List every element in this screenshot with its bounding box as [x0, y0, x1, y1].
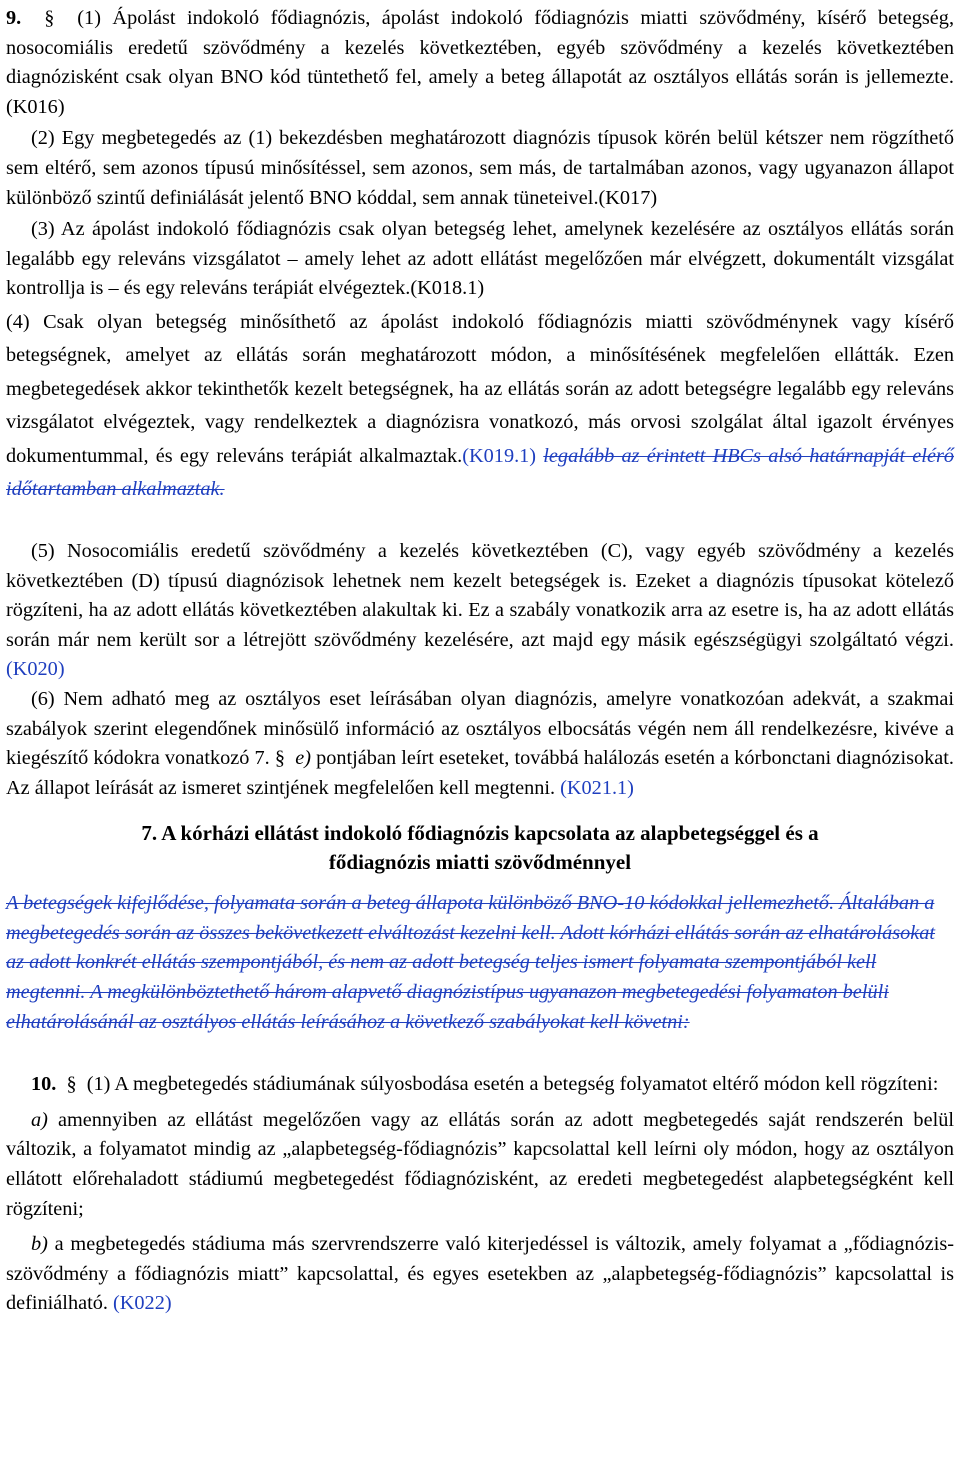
- point-b-text: a megbetegedés stádiuma más szervrendszerre való kiterjedéssel is változik, amely folyamat a „fődiagnózis-szövődmény a fődiagnózis miatt” kapcsolattal, és egyes esetekben az „alapbetegség-fődiagnózis” kapcsolattal is definiálható.: [6, 1233, 954, 1315]
- s9-para-4: [6, 306, 954, 507]
- section-7-heading: [36, 819, 924, 877]
- s9-p4-text: (4) Csak olyan betegség minősíthető az ápolást indokoló fődiagnózis miatti szövődménynek vagy kísérő betegségnek, amelyet az ellátás során meghatározott módon, a minősítésének megfelelően ellátták. Ezen megbetegedések akkor tekinthetők kezelt betegségnek, ha az ellátás során az adott betegségre legalább egy releváns vizsgálatot elvégeztek, vagy rendelkeztek a diagnózisra vonatkozó, más orvosi szolgálat által igazolt érvényes dokumentummal, és egy releváns terápiát alkalmaztak.: [6, 310, 954, 467]
- section-7-heading-line-2: fődiagnózis miatti szövődménnyel: [328, 850, 632, 875]
- ref-k021-1: (K021.1): [560, 776, 634, 799]
- ref-k017: (K017): [598, 186, 658, 209]
- section-7-heading-line-1: 7. A kórházi ellátást indokoló fődiagnózis kapcsolata az alapbetegséggel és a: [141, 821, 819, 846]
- s10-point-b: [6, 1230, 954, 1319]
- deleted-paragraph: A betegségek kifejlődése, folyamata során a beteg állapota különböző BNO-10 kódokkal jellemezhető. Általában a megbetegedés során az összes bekövetkezett elváltozást kezelni kell. Adott kórházi ellátás során az elhatárolásokat az adott konkrét ellátás szempontjából, és nem az adott betegség teljes ismert folyamata szempontjából kell megtenni. A megkülönböztethető három alapvető diagnózistípus ugyanazon megbetegedési folyamaton belüli elhatárolásánál az osztályos ellátás leírásához a következő szabályokat kell követni:: [6, 892, 936, 1033]
- ref-k019-1: (K019.1): [462, 444, 537, 467]
- s9-p2-text: (2) Egy megbetegedés az (1) bekezdésben meghatározott diagnózis típusok körén belül kétszer nem rögzíthető sem eltérő, sem azonos típusú minősítéssel, sem azonos, sem más, de tartalmában azonos, vagy ugyanazon állapot különböző szintű definiálását jelentő BNO kóddal, sem annak tüneteivel.: [6, 127, 954, 209]
- s9-p6-section-symbol: §: [274, 747, 285, 770]
- s9-p6-point-e: e): [295, 747, 311, 770]
- s9-p6-text-b: pontjában leírt eseteket, továbbá halálozás esetén a kórbonctani diagnózisokat. Az állapot leírását az ismeret szintjének megfelelően kell megtenni.: [6, 747, 954, 799]
- point-a-text: amennyiben az ellátást megelőzően vagy az ellátás során az adott megbetegedés saját rendszerén belül változik, a folyamatot mindig az „alapbetegség-fődiagnózis” kapcsolattal kell leírni oly módon, hogy az osztályon ellátott előrehaladott stádiumú megbetegedést fődiagnózisként, az eredeti megbetegedést alapbetegségként kell rögzíteni;: [6, 1108, 954, 1220]
- s9-para-5: [6, 537, 954, 685]
- deleted-text-hbcs: legalább az érintett HBCs alsó határnapját elérő időtartamban alkalmaztak.: [6, 444, 954, 501]
- s9-p5-text: (5) Nosocomiális eredetű szövődmény a kezelés következtében (C), vagy egyéb szövődmény a kezelés következtében (D) típusú diagnózisok lehetnek nem kezelt betegségek is. Ezeket a diagnózis típusokat kötelező rögzíteni, ha az adott ellátás következtében alakultak ki. Ez a szabály vonatkozik arra az esetre is, ha az adott ellátás során már nem került sor a létrejött szövődmény kezelésére, azt majd egy másik egészségügyi szolgáltató végzi.: [6, 539, 954, 651]
- section-9-number: 9.: [6, 7, 22, 29]
- section-10-symbol: §: [66, 1073, 77, 1096]
- s9-para-3: [6, 215, 954, 304]
- s9-para-1: [6, 4, 954, 122]
- ref-k022: (K022): [113, 1292, 172, 1315]
- ref-k018-1: (K018.1): [410, 277, 485, 300]
- document-page: [6, 4, 954, 1319]
- s9-p6-text-a: (6) Nem adható meg az osztályos eset leírásában olyan diagnózis, amelyre vonatkozóan adekvát, a szakmai szabályok szerint elegendőnek minősülő információ az osztályos elbocsátás végén nem áll rendelkezésre, kivéve a kiegészítő kódokra vonatkozó 7.: [6, 687, 954, 770]
- point-a-label: a): [31, 1108, 48, 1131]
- s9-para-6: [6, 685, 954, 803]
- s9-para-2: [6, 124, 954, 213]
- s10-para-1: [6, 1070, 954, 1100]
- ref-k016: (K016): [6, 95, 65, 118]
- point-b-label: b): [31, 1233, 48, 1256]
- section-10-number: 10.: [31, 1073, 57, 1096]
- s10-point-a: [6, 1106, 954, 1224]
- s9-p1-text: (1) Ápolást indokoló fődiagnózis, ápolást indokoló fődiagnózis miatti szövődmény, kísérő betegség, nosocomiális eredetű szövődmény a kezelés következtében, egyéb szövődmény a kezelés következtében diagnózisként csak olyan BNO kód tüntethető fel, amely a beteg állapotát az osztályos ellátás során is jellemezte.: [6, 7, 955, 89]
- s10-p1-text: (1) A megbetegedés stádiumának súlyosbodása esetén a betegség folyamatot eltérő módon kell rögzíteni:: [86, 1073, 939, 1096]
- s9-p3-text: (3) Az ápolást indokoló fődiagnózis csak olyan betegség lehet, amelynek kezelésére az osztályos ellátás során legalább egy releváns vizsgálatot – amely lehet az adott ellátást megelőzően már elvégzett, dokumentált vizsgálat kontrollja is – és egy releváns terápiát elvégeztek.: [6, 218, 954, 300]
- ref-k020: (K020): [6, 658, 65, 681]
- section-9-symbol: §: [44, 7, 55, 29]
